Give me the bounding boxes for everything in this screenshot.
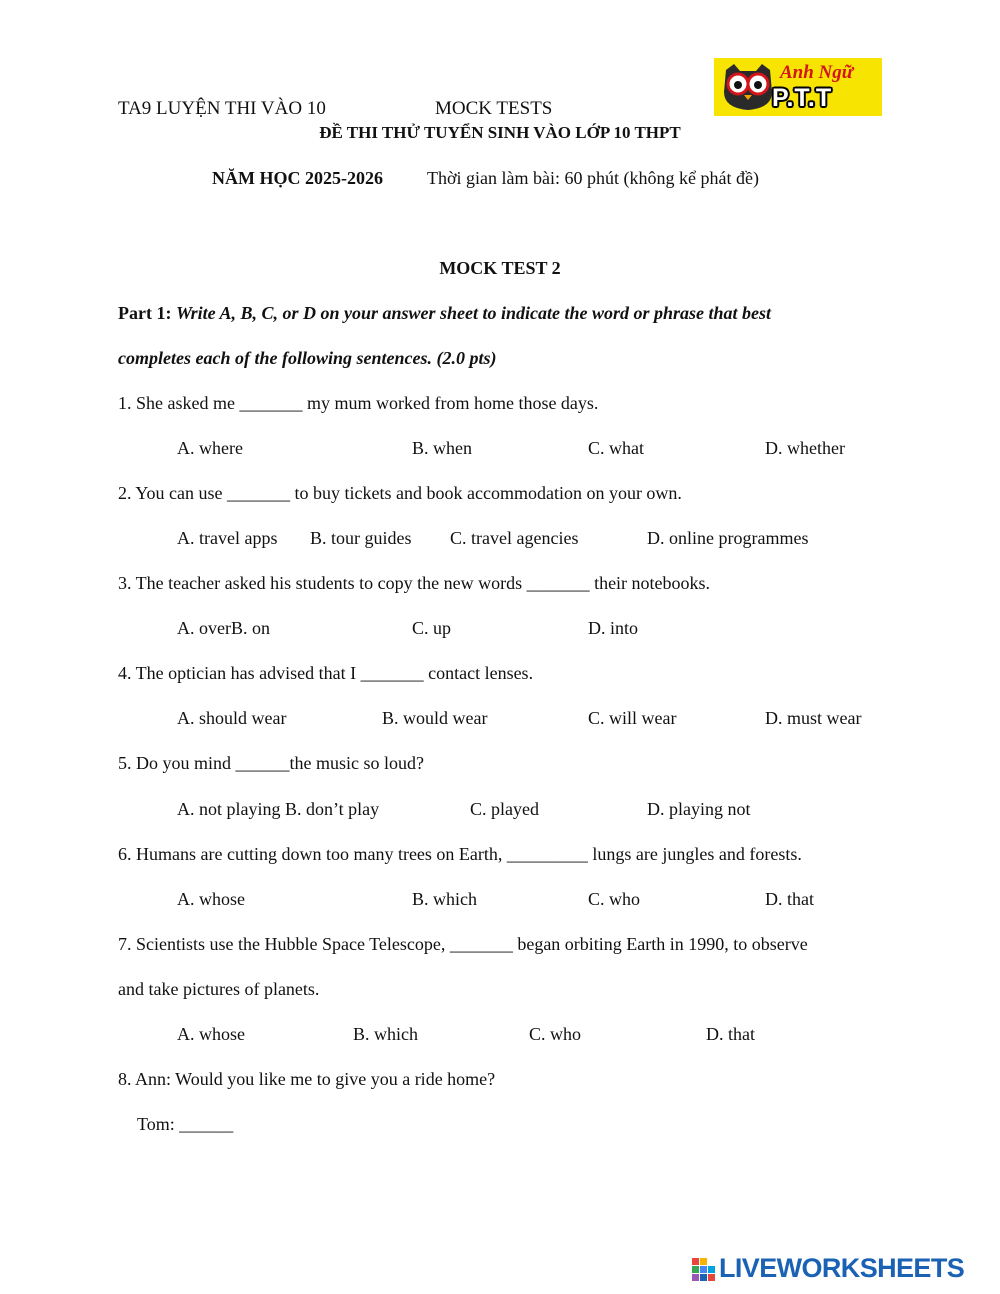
question-8-reply: Tom: ______ xyxy=(137,1114,234,1134)
part1-label: Part 1: xyxy=(118,303,172,323)
question-8-stem: 8. Ann: Would you like me to give you a ride home? xyxy=(118,1069,496,1089)
logo-square-icon xyxy=(700,1258,707,1265)
question-3-option-c[interactable]: C. up xyxy=(412,618,452,638)
question-6-option-a[interactable]: A. whose xyxy=(177,889,245,909)
question-2-stem: 2. You can use _______ to buy tickets and book accommodation on your own. xyxy=(118,483,682,503)
question-6-stem: 6. Humans are cutting down too many trees on Earth, _________ lungs are jungles and forests. xyxy=(118,844,802,864)
question-4-option-d[interactable]: D. must wear xyxy=(765,708,862,728)
question-5-option-d[interactable]: D. playing not xyxy=(647,799,751,819)
question-7-option-c[interactable]: C. who xyxy=(529,1024,582,1044)
question-1-option-d[interactable]: D. whether xyxy=(765,438,845,458)
owl-icon xyxy=(720,62,776,112)
school-year: NĂM HỌC 2025-2026 xyxy=(212,168,383,188)
question-2-option-d[interactable]: D. online programmes xyxy=(647,528,809,548)
question-7-stem-line2: and take pictures of planets. xyxy=(118,979,320,999)
logo-square-icon xyxy=(692,1266,699,1273)
test-title: MOCK TEST 2 xyxy=(439,258,561,278)
logo-line2: P.T.T xyxy=(772,84,833,112)
question-4-option-b[interactable]: B. would wear xyxy=(382,708,488,728)
question-3-stem: 3. The teacher asked his students to copy the new words _______ their notebooks. xyxy=(118,573,711,593)
question-3-option-ab[interactable]: A. overB. on xyxy=(177,618,270,638)
anh-ngu-ptt-logo xyxy=(714,58,882,116)
question-6-option-d[interactable]: D. that xyxy=(765,889,814,909)
logo-square-icon xyxy=(708,1266,715,1273)
question-7-option-a[interactable]: A. whose xyxy=(177,1024,245,1044)
exam-title: ĐỀ THI THỬ TUYỂN SINH VÀO LỚP 10 THPT xyxy=(319,123,681,142)
question-6-option-b[interactable]: B. which xyxy=(412,889,477,909)
logo-square-icon xyxy=(700,1266,707,1273)
question-4-stem: 4. The optician has advised that I _______ contact lenses. xyxy=(118,663,534,683)
question-2-option-a[interactable]: A. travel apps xyxy=(177,528,278,548)
part1-instruction-line1: Write A, B, C, or D on your answer sheet to indicate the word or phrase that best xyxy=(175,303,772,323)
question-2-option-c[interactable]: C. travel agencies xyxy=(450,528,579,548)
question-1-option-c[interactable]: C. what xyxy=(588,438,644,458)
logo-square-icon xyxy=(708,1274,715,1281)
question-1-option-b[interactable]: B. when xyxy=(412,438,472,458)
question-5-stem: 5. Do you mind ______the music so loud? xyxy=(118,753,424,773)
question-3-option-d[interactable]: D. into xyxy=(588,618,639,638)
question-4-option-c[interactable]: C. will wear xyxy=(588,708,677,728)
question-7-option-d[interactable]: D. that xyxy=(706,1024,755,1044)
logo-square-icon xyxy=(692,1258,699,1265)
logo-square-icon xyxy=(700,1274,707,1281)
logo-square-icon xyxy=(692,1274,699,1281)
question-7-stem-line1: 7. Scientists use the Hubble Space Telescope, _______ began orbiting Earth in 1990, to observe xyxy=(118,934,808,954)
document-series-title: MOCK TESTS xyxy=(435,98,553,119)
question-1-stem: 1. She asked me _______ my mum worked from home those days. xyxy=(118,393,599,413)
part1-instruction-line2: completes each of the following sentences. (2.0 pts) xyxy=(118,348,497,368)
logo-line1: Anh Ngữ xyxy=(780,62,854,83)
question-1-option-a[interactable]: A. where xyxy=(177,438,243,458)
liveworksheets-brand[interactable]: LIVEWORKSHEETS xyxy=(719,1253,965,1283)
document-subject: TA9 LUYỆN THI VÀO 10 xyxy=(118,98,326,119)
question-5-option-ab[interactable]: A. not playing B. don’t play xyxy=(177,799,380,819)
question-6-option-c[interactable]: C. who xyxy=(588,889,641,909)
part1-instruction xyxy=(118,303,771,324)
question-5-option-c[interactable]: C. played xyxy=(470,799,539,819)
question-7-option-b[interactable]: B. which xyxy=(353,1024,418,1044)
question-2-option-b[interactable]: B. tour guides xyxy=(310,528,412,548)
time-note: Thời gian làm bài: 60 phút (không kể phát đề) xyxy=(427,168,759,188)
question-4-option-a[interactable]: A. should wear xyxy=(177,708,287,728)
